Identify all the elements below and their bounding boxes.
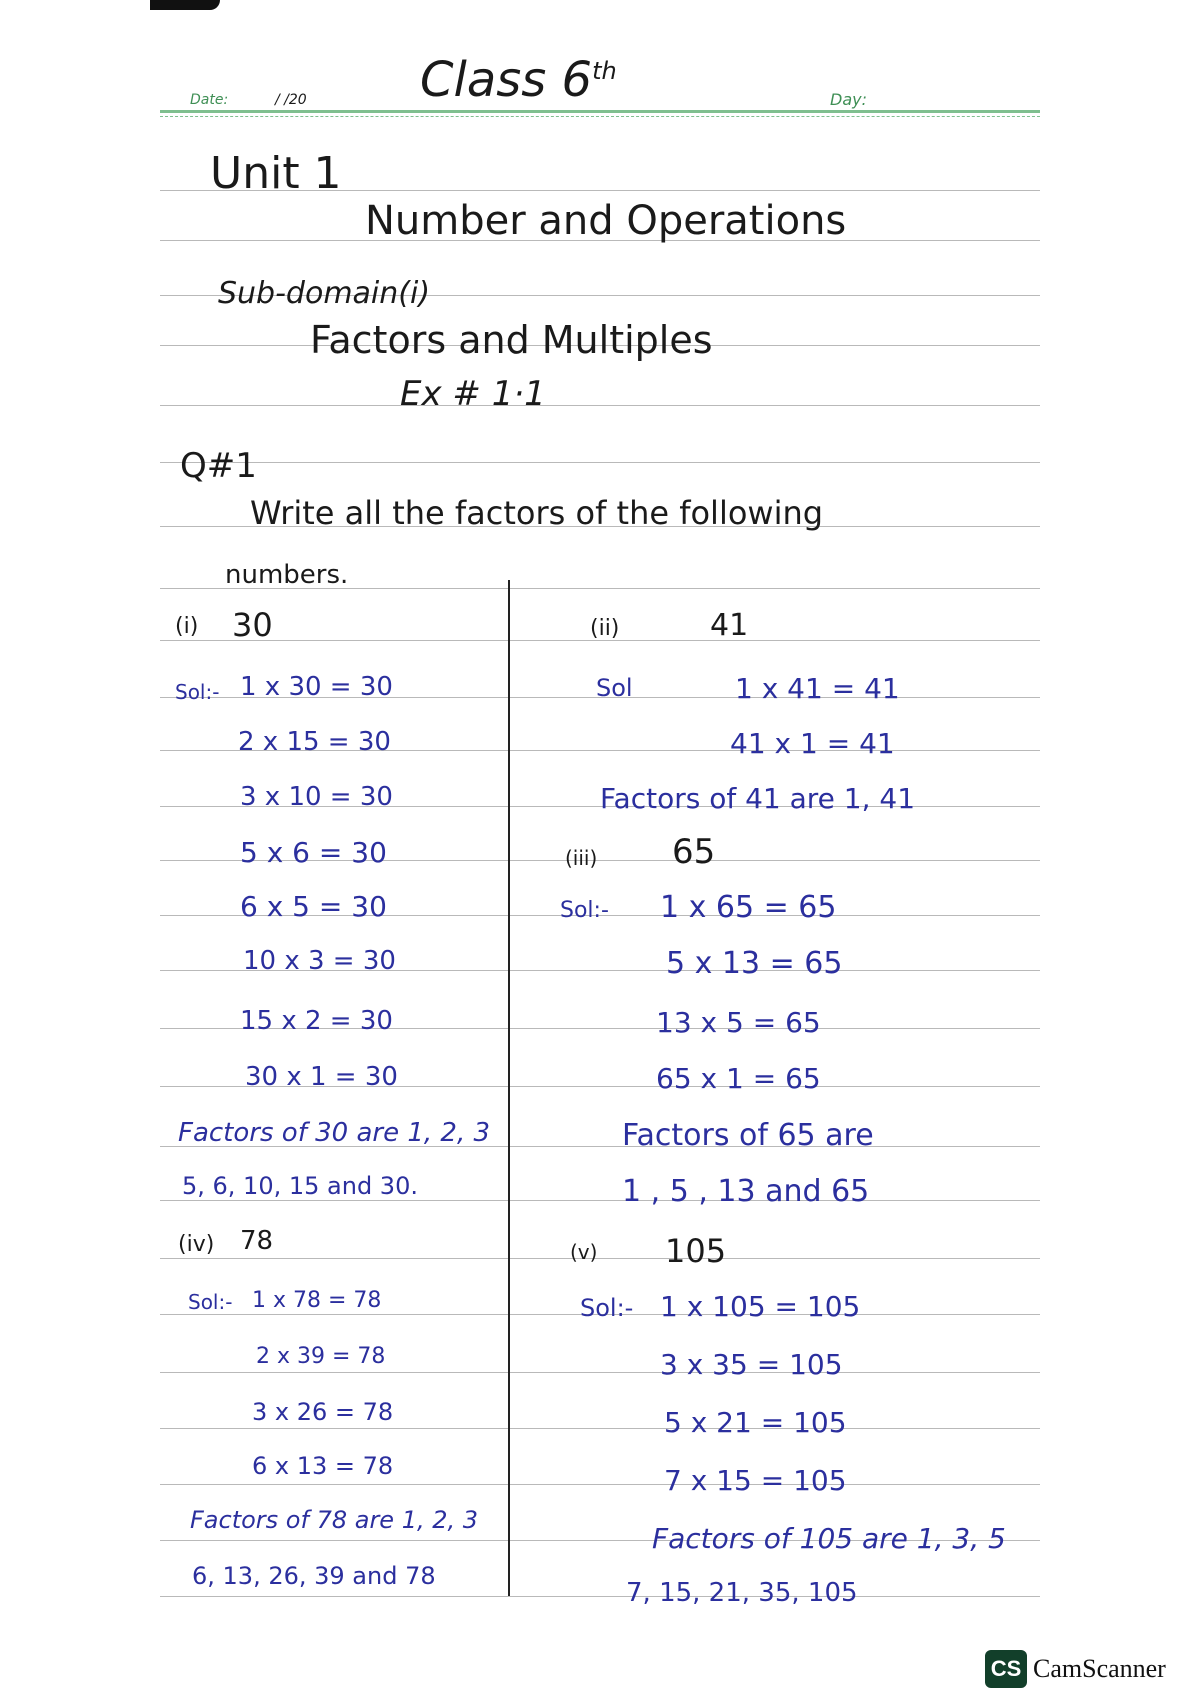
ruled-line (160, 1484, 1050, 1485)
part-iv-row: 6 x 13 = 78 (252, 1452, 394, 1480)
subdomain-heading: Sub-domain(i) (218, 276, 431, 311)
part-v-number: 105 (665, 1232, 727, 1270)
part-iv-number: 78 (240, 1226, 274, 1256)
part-iv-row: 1 x 78 = 78 (252, 1288, 382, 1313)
part-iii-row: 5 x 13 = 65 (666, 946, 843, 981)
part-i-sol: Sol:- (175, 680, 220, 704)
part-i-row: 6 x 5 = 30 (240, 890, 387, 923)
domain-heading: Number and Operations (365, 198, 847, 244)
camscanner-logo-icon: CS (985, 1650, 1027, 1688)
part-iii-row: 13 x 5 = 65 (656, 1006, 821, 1039)
ruled-line (160, 1258, 1050, 1259)
part-v-label: (v) (570, 1240, 598, 1264)
part-iv-answer-line1: Factors of 78 are 1, 2, 3 (190, 1506, 479, 1534)
part-i-number: 30 (232, 606, 273, 644)
ruled-line (160, 1200, 1050, 1201)
part-iii-number: 65 (672, 832, 716, 872)
part-i-answer-line2: 5, 6, 10, 15 and 30. (182, 1172, 418, 1200)
header-rule-dashed (160, 116, 1050, 118)
part-v-row: 5 x 21 = 105 (664, 1406, 847, 1439)
part-v-sol: Sol:- (580, 1294, 634, 1322)
part-i-row: 1 x 30 = 30 (240, 672, 393, 702)
question-text-line2: numbers. (225, 560, 349, 590)
part-v-answer-line2: 7, 15, 21, 35, 105 (626, 1578, 858, 1608)
part-v-answer-line1: Factors of 105 are 1, 3, 5 (652, 1522, 1006, 1555)
part-i-row: 10 x 3 = 30 (243, 946, 396, 976)
part-iii-row: 1 x 65 = 65 (660, 890, 837, 925)
part-i-row: 2 x 15 = 30 (238, 727, 391, 757)
part-ii-number: 41 (710, 608, 749, 643)
part-v-row: 3 x 35 = 105 (660, 1348, 843, 1381)
question-label: Q#1 (180, 446, 257, 486)
part-i-row: 30 x 1 = 30 (245, 1062, 398, 1092)
part-i-label: (i) (175, 614, 199, 639)
part-iii-row: 65 x 1 = 65 (656, 1062, 821, 1095)
topic-heading: Factors and Multiples (310, 318, 713, 362)
part-iv-answer-line2: 6, 13, 26, 39 and 78 (192, 1562, 436, 1590)
ruled-line (160, 462, 1050, 463)
ruled-line (160, 1428, 1050, 1429)
part-iv-row: 3 x 26 = 78 (252, 1398, 394, 1426)
exercise-heading: Ex # 1·1 (400, 374, 546, 414)
part-ii-row: 41 x 1 = 41 (730, 727, 895, 760)
part-i-answer-line1: Factors of 30 are 1, 2, 3 (178, 1118, 491, 1148)
part-iv-label: (iv) (178, 1232, 215, 1257)
part-ii-sol: Sol (596, 674, 633, 702)
part-ii-row: 1 x 41 = 41 (735, 672, 900, 705)
date-value: / /20 (275, 92, 307, 108)
page-title (420, 52, 617, 108)
page-title-text: Class 6 (420, 52, 593, 108)
part-iv-sol: Sol:- (188, 1290, 233, 1314)
column-divider (508, 580, 510, 1596)
part-i-row: 5 x 6 = 30 (240, 836, 387, 869)
part-i-row: 15 x 2 = 30 (240, 1006, 393, 1036)
day-label: Day: (830, 90, 867, 109)
part-ii-answer-line1: Factors of 41 are 1, 41 (600, 782, 916, 815)
part-iii-answer-line2: 1 , 5 , 13 and 65 (622, 1174, 870, 1209)
camscanner-name: CamScanner (1033, 1654, 1166, 1683)
part-iv-row: 2 x 39 = 78 (256, 1344, 386, 1369)
camscanner-watermark (985, 1648, 1166, 1690)
date-label: Date: (190, 92, 229, 108)
ruled-line (160, 1372, 1050, 1373)
ruled-line (160, 1596, 1050, 1597)
part-iii-label: (iii) (565, 846, 598, 870)
header-rule (160, 110, 1050, 113)
question-text-line1: Write all the factors of the following (250, 494, 824, 532)
part-iii-sol: Sol:- (560, 898, 609, 923)
unit-heading: Unit 1 (210, 148, 342, 199)
part-ii-label: (ii) (590, 616, 620, 641)
right-margin (1040, 0, 1200, 1698)
ruled-line (160, 405, 1050, 406)
part-v-row: 1 x 105 = 105 (660, 1290, 861, 1323)
part-i-row: 3 x 10 = 30 (240, 782, 393, 812)
part-v-row: 7 x 15 = 105 (664, 1464, 847, 1497)
page-title-sup: th (592, 57, 617, 85)
part-iii-answer-line1: Factors of 65 are (622, 1118, 874, 1153)
